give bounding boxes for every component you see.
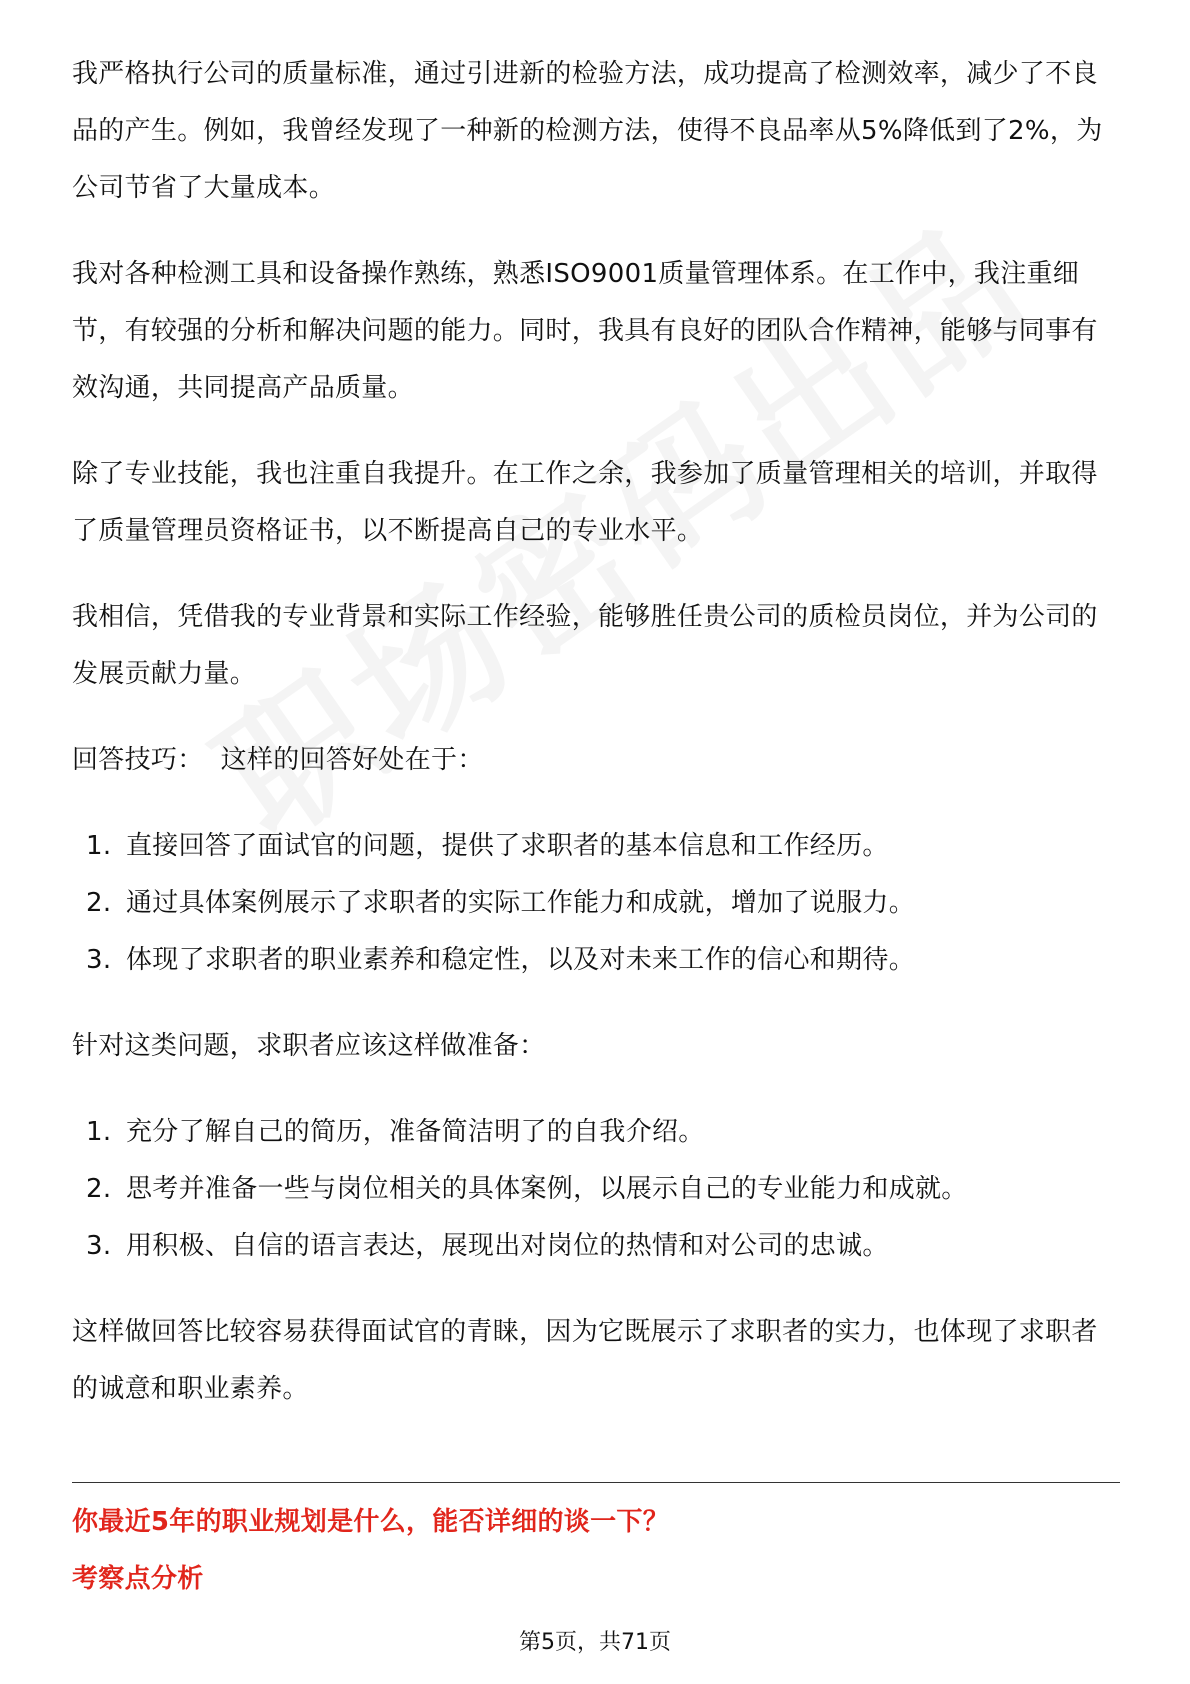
list-item (72, 1218, 1120, 1275)
prep-heading: 针对这类问题，求职者应该这样做准备： (72, 1031, 546, 1061)
list-number: 1. (86, 1117, 112, 1147)
list-item-text: 体现了求职者的职业素养和稳定性，以及对未来工作的信心和期待。 (126, 945, 916, 975)
list-number: 3. (86, 1231, 112, 1261)
list-item-text: 通过具体案例展示了求职者的实际工作能力和成就，增加了说服力。 (126, 888, 916, 918)
closing-paragraph: 这样做回答比较容易获得面试官的青睐，因为它既展示了求职者的实力，也体现了求职者的诚意和职业素养。 (72, 1317, 1098, 1404)
list-item (72, 875, 1120, 932)
page-number-footer: 第5页，共71页 (519, 1630, 671, 1655)
list-item-text: 思考并准备一些与岗位相关的具体案例，以展示自己的专业能力和成就。 (126, 1174, 968, 1204)
paragraph: 除了专业技能，我也注重自我提升。在工作之余，我参加了质量管理相关的培训，并取得了质量管理员资格证书，以不断提高自己的专业水平。 (72, 459, 1098, 546)
paragraph: 我对各种检测工具和设备操作熟练，熟悉ISO9001质量管理体系。在工作中，我注重细节，有较强的分析和解决问题的能力。同时，我具有良好的团队合作精神，能够与同事有效沟通，共同提高产品质量。 (72, 259, 1098, 403)
paragraph: 我相信，凭借我的专业背景和实际工作经验，能够胜任贵公司的质检员岗位，并为公司的发展贡献力量。 (72, 602, 1098, 689)
list-item (72, 932, 1120, 989)
list-item (72, 1104, 1120, 1161)
list-item-text: 直接回答了面试官的问题，提供了求职者的基本信息和工作经历。 (126, 831, 889, 861)
paragraph: 我严格执行公司的质量标准，通过引进新的检验方法，成功提高了检测效率，减少了不良品的产生。例如，我曾经发现了一种新的检测方法，使得不良品率从5%降低到了2%，为公司节省了大量成本。 (72, 59, 1103, 203)
list-item-text: 用积极、自信的语言表达，展现出对岗位的热情和对公司的忠诚。 (126, 1231, 889, 1261)
tips-heading: 回答技巧： 这样的回答好处在于： (72, 745, 484, 775)
list-item (72, 1161, 1120, 1218)
list-item (72, 818, 1120, 875)
content-body (72, 46, 1120, 1447)
list-number: 3. (86, 945, 112, 975)
prep-list (72, 1104, 1120, 1275)
list-item-text: 充分了解自己的简历，准备简洁明了的自我介绍。 (126, 1117, 705, 1147)
list-number: 2. (86, 888, 112, 918)
analysis-heading: 考察点分析 (72, 1564, 204, 1594)
section-divider (72, 1482, 1120, 1483)
list-number: 1. (86, 831, 112, 861)
tips-list (72, 818, 1120, 989)
next-question-title: 你最近5年的职业规划是什么，能否详细的谈一下？ (72, 1507, 669, 1537)
list-number: 2. (86, 1174, 112, 1204)
